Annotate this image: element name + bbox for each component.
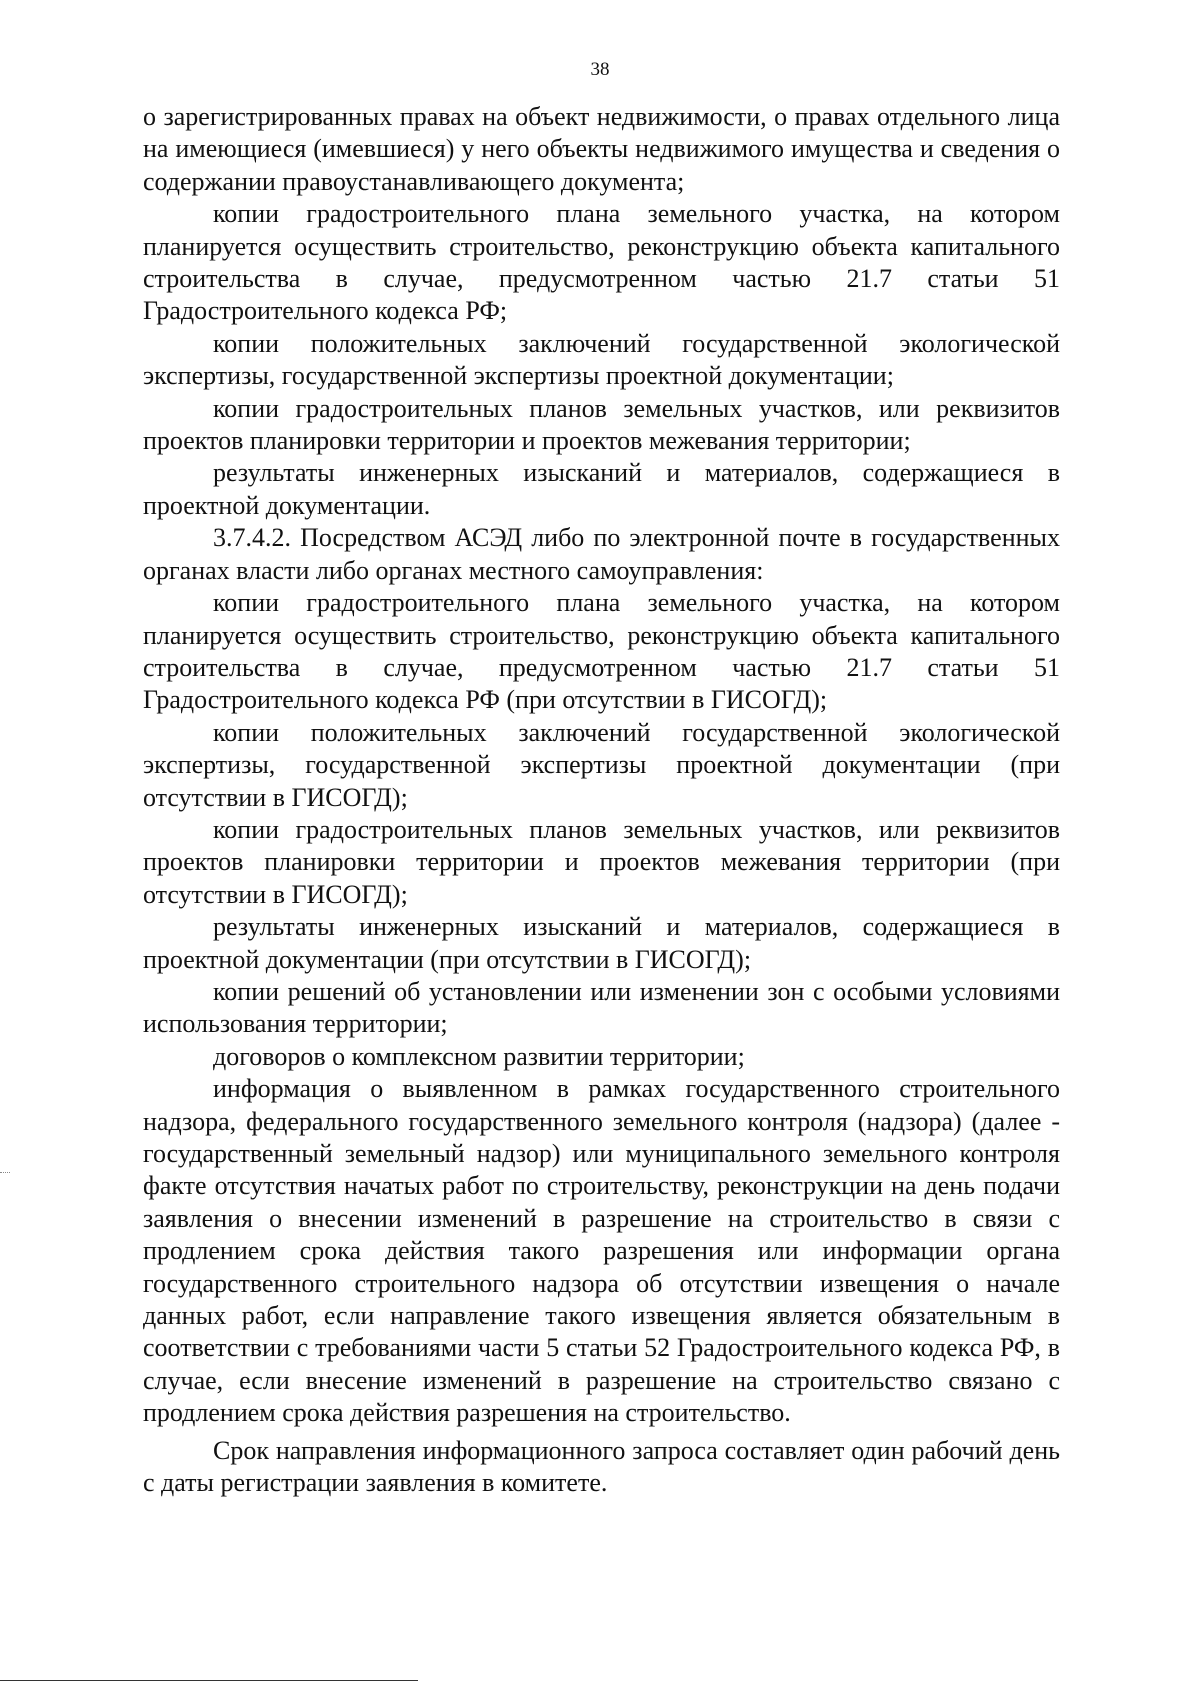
scan-artifact: [0, 1172, 10, 1173]
paragraph: копии положительных заключений государственной экологической экспертизы, государственной экспертизы проектной документации;: [143, 328, 1060, 391]
paragraph: копии градостроительного плана земельного участка, на котором планируется осуществить строительство, реконструкцию объекта капитального строительства в случае, предусмотренном частью 21.7 статьи 51 Градостроительного кодекса РФ (при отсутствии в ГИСОГД);: [143, 588, 1060, 715]
paragraph: договоров о комплексном развитии территории;: [213, 1041, 745, 1071]
paragraph: информация о выявленном в рамках государственного строительного надзора, федерального государственного земельного контроля (надзора) (далее - государственный земельный надзор) или муниципального земельного контроля факте отсутствия начатых работ по строительству, реконструкции на день подачи заявления о внесении изменений в разрешение на строительство в связи с продлением срока действия такого разрешения или информации органа государственного строительного надзора об отсутствии извещения о начале данных работ, если направление такого извещения является обязательным в соответствии с требованиями части 5 статьи 52 Градостроительного кодекса РФ, в случае, если внесение изменений в разрешение на строительство связано с продлением срока действия разрешения на строительство.: [143, 1074, 1060, 1428]
paragraph: копии положительных заключений государственной экологической экспертизы, государственной экспертизы проектной документации (при отсутствии в ГИСОГД);: [143, 717, 1060, 812]
paragraph-continuation: о зарегистрированных правах на объект недвижимости, о правах отдельного лица на имеющиеся (имевшиеся) у него объекты недвижимого имущества и сведения о содержании правоустанавливающего документа;: [143, 102, 1060, 196]
paragraph: копии градостроительного плана земельного участка, на котором планируется осуществить строительство, реконструкцию объекта капитального строительства в случае, предусмотренном частью 21.7 статьи 51 Градостроительного кодекса РФ;: [143, 199, 1060, 326]
section-paragraph: 3.7.4.2. Посредством АСЭД либо по электронной почте в государственных органах власти либо органах местного самоуправления:: [143, 523, 1060, 585]
paragraph: копии решений об установлении или изменении зон с особыми условиями использования территории;: [143, 976, 1060, 1039]
paragraph: результаты инженерных изысканий и материалов, содержащиеся в проектной документации (при отсутствии в ГИСОГД);: [143, 912, 1060, 974]
page-number: 38: [590, 59, 610, 80]
paragraph: копии градостроительных планов земельных участков, или реквизитов проектов планировки территории и проектов межевания территории (при отсутствии в ГИСОГД);: [143, 814, 1060, 909]
document-body: [143, 101, 1060, 1499]
footer-rule: [0, 1680, 418, 1681]
closing-paragraph: Срок направления информационного запроса составляет один рабочий день с даты регистрации заявления в комитете.: [143, 1435, 1060, 1498]
paragraph: результаты инженерных изысканий и материалов, содержащиеся в проектной документации.: [143, 458, 1060, 520]
paragraph: копии градостроительных планов земельных участков, или реквизитов проектов планировки территории и проектов межевания территории;: [143, 393, 1060, 456]
